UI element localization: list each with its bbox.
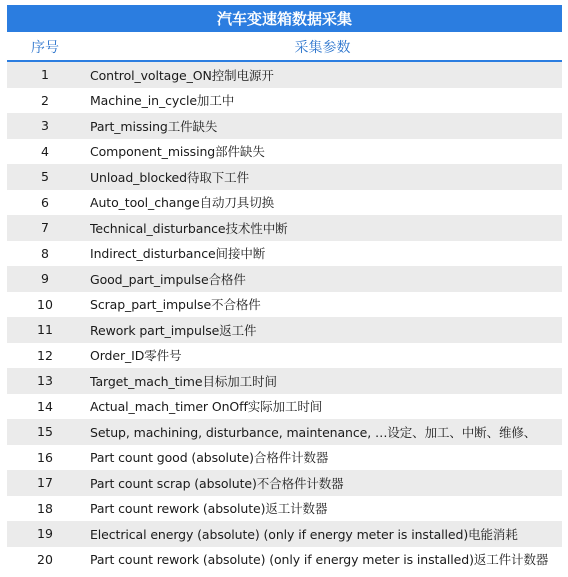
table-row	[7, 215, 562, 241]
table-header	[7, 33, 562, 62]
row-parameter: Part count scrap (absolute)不合格件计数器	[90, 475, 344, 491]
row-parameter: Technical_disturbance技术性中断	[90, 220, 288, 236]
row-number: 8	[41, 245, 49, 261]
table-row	[7, 266, 562, 292]
row-number: 14	[37, 398, 53, 414]
row-number: 6	[41, 194, 49, 210]
row-number: 2	[41, 92, 49, 108]
row-parameter: Machine_in_cycle加工中	[90, 93, 235, 109]
row-number: 13	[37, 373, 53, 389]
row-parameter: Part count rework (absolute)返工计数器	[90, 501, 328, 517]
row-number: 17	[37, 475, 53, 491]
header-number: 序号	[31, 39, 59, 56]
row-parameter: Setup, machining, disturbance, maintenance, …设定、加工、中断、维修、	[90, 424, 537, 440]
table-row	[7, 164, 562, 190]
row-parameter: Rework part_impulse返工件	[90, 322, 257, 338]
row-number: 1	[41, 67, 49, 83]
table-row	[7, 317, 562, 343]
row-parameter: Scrap_part_impulse不合格件	[90, 297, 261, 313]
table-row	[7, 419, 562, 445]
table-row	[7, 62, 562, 88]
row-number: 19	[37, 526, 53, 542]
row-parameter: Good_part_impulse合格件	[90, 271, 246, 287]
row-number: 11	[37, 322, 53, 338]
row-parameter: Component_missing部件缺失	[90, 144, 265, 160]
table-row	[7, 190, 562, 216]
row-number: 15	[37, 424, 53, 440]
row-number: 10	[37, 296, 53, 312]
table-row	[7, 445, 562, 471]
table-row	[7, 470, 562, 496]
table-row	[7, 292, 562, 318]
table-row	[7, 521, 562, 547]
row-number: 9	[41, 271, 49, 287]
row-parameter: Order_ID零件号	[90, 348, 182, 364]
table-row	[7, 496, 562, 522]
row-parameter: Indirect_disturbance间接中断	[90, 246, 266, 262]
row-number: 18	[37, 500, 53, 516]
row-parameter: Target_mach_time目标加工时间	[90, 373, 277, 389]
table-body	[7, 62, 562, 572]
row-parameter: Auto_tool_change自动刀具切换	[90, 195, 274, 211]
table-row	[7, 88, 562, 114]
row-parameter: Control_voltage_ON控制电源开	[90, 67, 274, 83]
header-parameter: 采集参数	[294, 39, 351, 56]
row-number: 7	[41, 220, 49, 236]
row-parameter: Actual_mach_timer OnOff实际加工时间	[90, 399, 323, 415]
table-row	[7, 394, 562, 420]
row-number: 12	[37, 347, 53, 363]
table-row	[7, 139, 562, 165]
row-number: 4	[41, 143, 49, 159]
table-row	[7, 547, 562, 573]
table-row	[7, 241, 562, 267]
row-number: 5	[41, 169, 49, 185]
row-number: 20	[37, 551, 53, 567]
table-row	[7, 368, 562, 394]
row-parameter: Unload_blocked待取下工件	[90, 169, 249, 185]
row-parameter: Part count good (absolute)合格件计数器	[90, 450, 329, 466]
row-number: 3	[41, 118, 49, 134]
row-parameter: Electrical energy (absolute) (only if energy meter is installed)电能消耗	[90, 526, 518, 542]
row-parameter: Part count rework (absolute) (only if energy meter is installed)返工件计数器	[90, 552, 549, 568]
row-parameter: Part_missing工件缺失	[90, 118, 218, 134]
row-number: 16	[37, 449, 53, 465]
table-row	[7, 343, 562, 369]
table-row	[7, 113, 562, 139]
table-title: 汽车变速箱数据采集	[7, 5, 562, 32]
